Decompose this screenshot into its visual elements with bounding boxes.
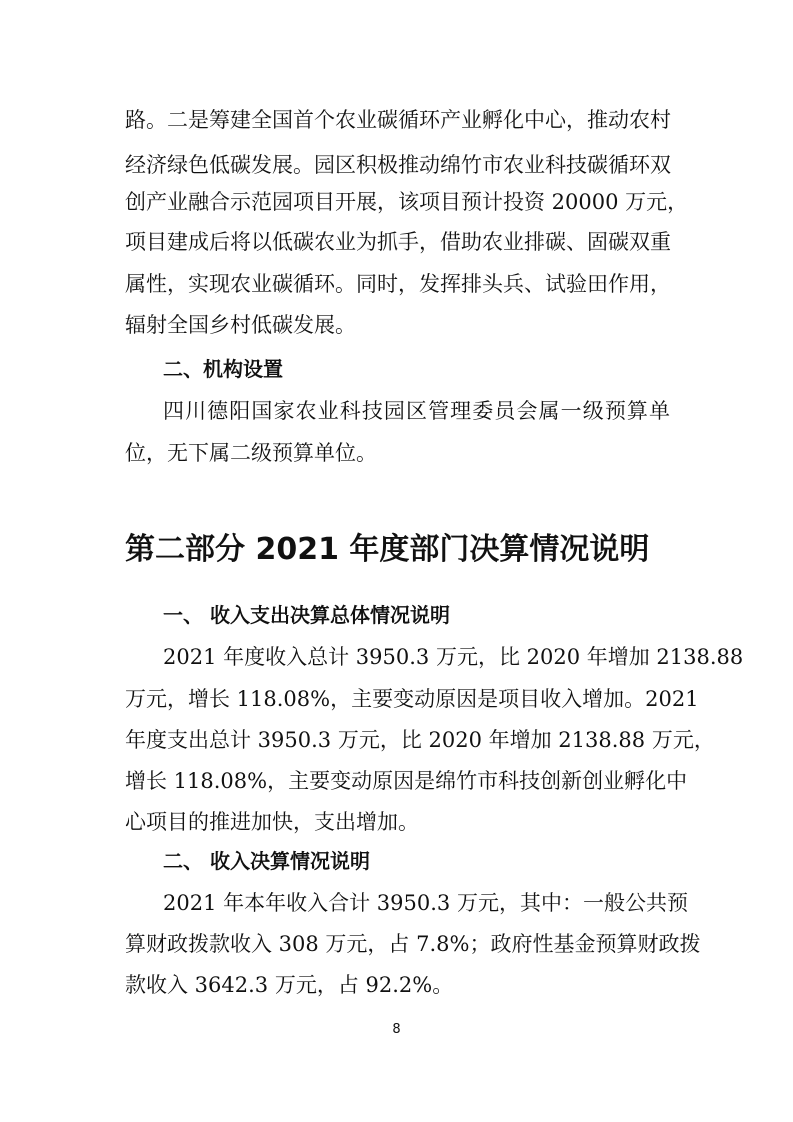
body-text-line: 位，无下属二级预算单位。	[125, 441, 377, 465]
body-text-line: 辐射全国乡村低碳发展。	[125, 313, 356, 337]
section-heading: 二、 收入决算情况说明	[163, 849, 370, 873]
body-text-line: 心项目的推进加快，支出增加。	[125, 810, 419, 834]
body-text-line: 2021 年度收入总计 3950.3 万元，比 2020 年增加 2138.88	[163, 645, 744, 669]
body-text-line: 创产业融合示范园项目开展，该项目预计投资 20000 万元，	[125, 190, 689, 214]
body-text-line: 万元，增长 118.08%，主要变动原因是项目收入增加。2021	[125, 687, 699, 711]
body-text-line: 算财政拨款收入 308 万元，占 7.8%；政府性基金预算财政拨	[125, 932, 701, 956]
body-text-line: 经济绿色低碳发展。园区积极推动绵竹市农业科技碳循环双	[125, 153, 671, 177]
section-heading: 一、 收入支出决算总体情况说明	[163, 603, 450, 627]
section-heading: 二、机构设置	[163, 357, 283, 381]
page-number: 8	[392, 1022, 401, 1037]
body-text-line: 增长 118.08%，主要变动原因是绵竹市科技创新创业孵化中	[125, 769, 688, 793]
part-title: 第二部分 2021 年度部门决算情况说明	[125, 532, 650, 567]
body-text-line: 款收入 3642.3 万元，占 92.2%。	[125, 973, 454, 997]
body-text-line: 项目建成后将以低碳农业为抓手，借助农业排碳、固碳双重	[125, 230, 671, 254]
body-text-line: 2021 年本年收入合计 3950.3 万元，其中：一般公共预	[163, 891, 688, 915]
body-text-line: 四川德阳国家农业科技园区管理委员会属一级预算单	[163, 399, 670, 423]
body-text-line: 年度支出总计 3950.3 万元，比 2020 年增加 2138.88 万元，	[125, 728, 715, 752]
body-text-line: 属性，实现农业碳循环。同时，发挥排头兵、试验田作用，	[125, 272, 671, 296]
body-text-line: 路。二是筹建全国首个农业碳循环产业孵化中心，推动农村	[125, 108, 671, 132]
